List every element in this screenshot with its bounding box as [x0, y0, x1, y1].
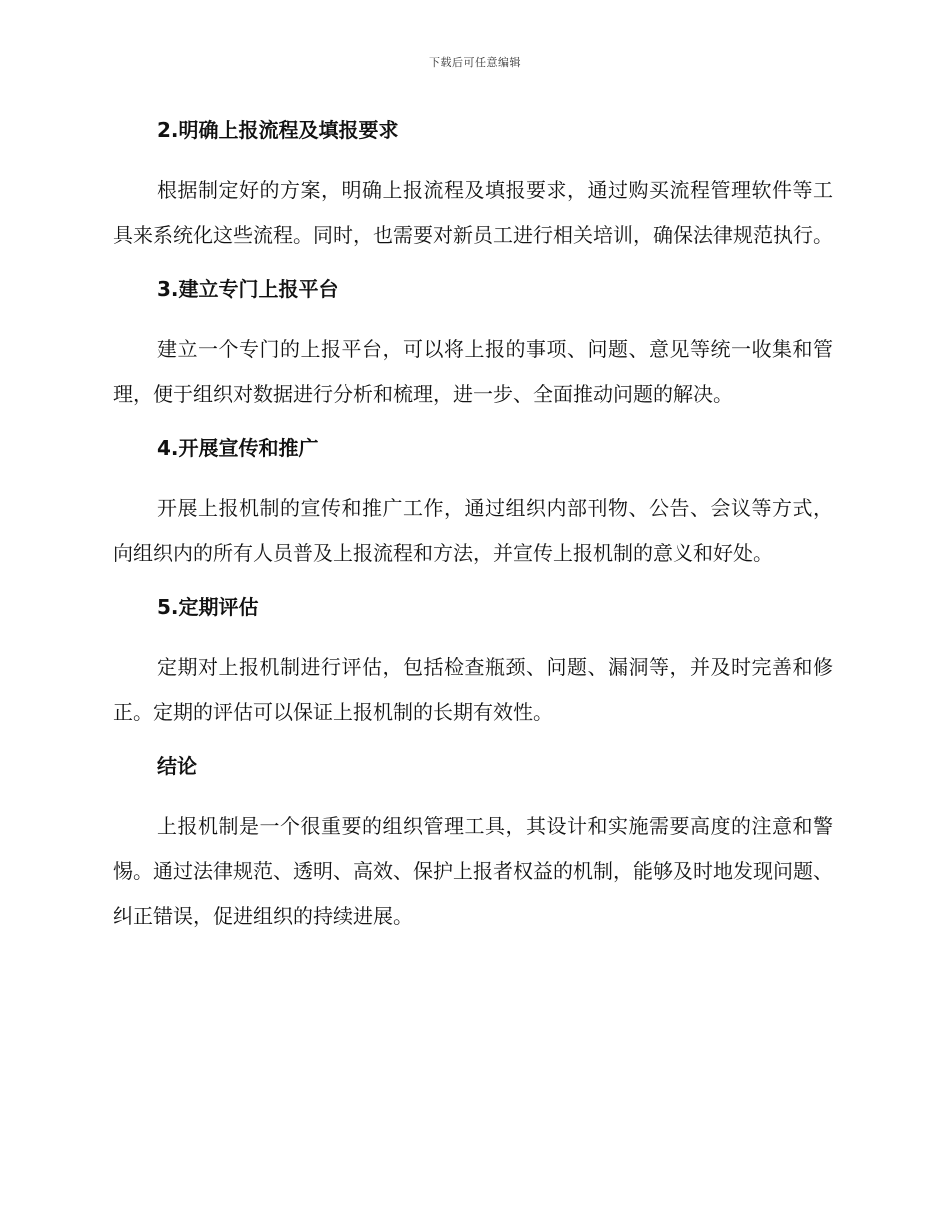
- section-paragraph-5: 定期对上报机制进行评估，包括检查瓶颈、问题、漏洞等，并及时完善和修正。定期的评估可以保证上报机制的长期有效性。: [113, 655, 833, 724]
- page-header-note: 下载后可任意编辑: [429, 56, 521, 69]
- section-paragraph-3: 建立一个专门的上报平台，可以将上报的事项、问题、意见等统一收集和管理，便于组织对数据进行分析和梳理，进一步、全面推动问题的解决。: [113, 337, 833, 406]
- section-heading-3: 3.建立专门上报平台: [157, 277, 339, 301]
- section-heading-conclusion: 结论: [157, 754, 197, 778]
- section-heading-4: 4.开展宣传和推广: [157, 436, 319, 460]
- section-paragraph-4: 开展上报机制的宣传和推广工作，通过组织内部刊物、公告、会议等方式，向组织内的所有人员普及上报流程和方法，并宣传上报机制的意义和好处。: [113, 496, 833, 565]
- document-body: [113, 110, 833, 939]
- section-heading-2: 2.明确上报流程及填报要求: [157, 118, 399, 142]
- section-paragraph-2: 根据制定好的方案，明确上报流程及填报要求，通过购买流程管理软件等工具来系统化这些流程。同时，也需要对新员工进行相关培训，确保法律规范执行。: [113, 178, 833, 247]
- section-paragraph-conclusion: 上报机制是一个很重要的组织管理工具，其设计和实施需要高度的注意和警惕。通过法律规范、透明、高效、保护上报者权益的机制，能够及时地发现问题、纠正错误，促进组织的持续进展。: [113, 814, 833, 928]
- section-heading-5: 5.定期评估: [157, 595, 259, 619]
